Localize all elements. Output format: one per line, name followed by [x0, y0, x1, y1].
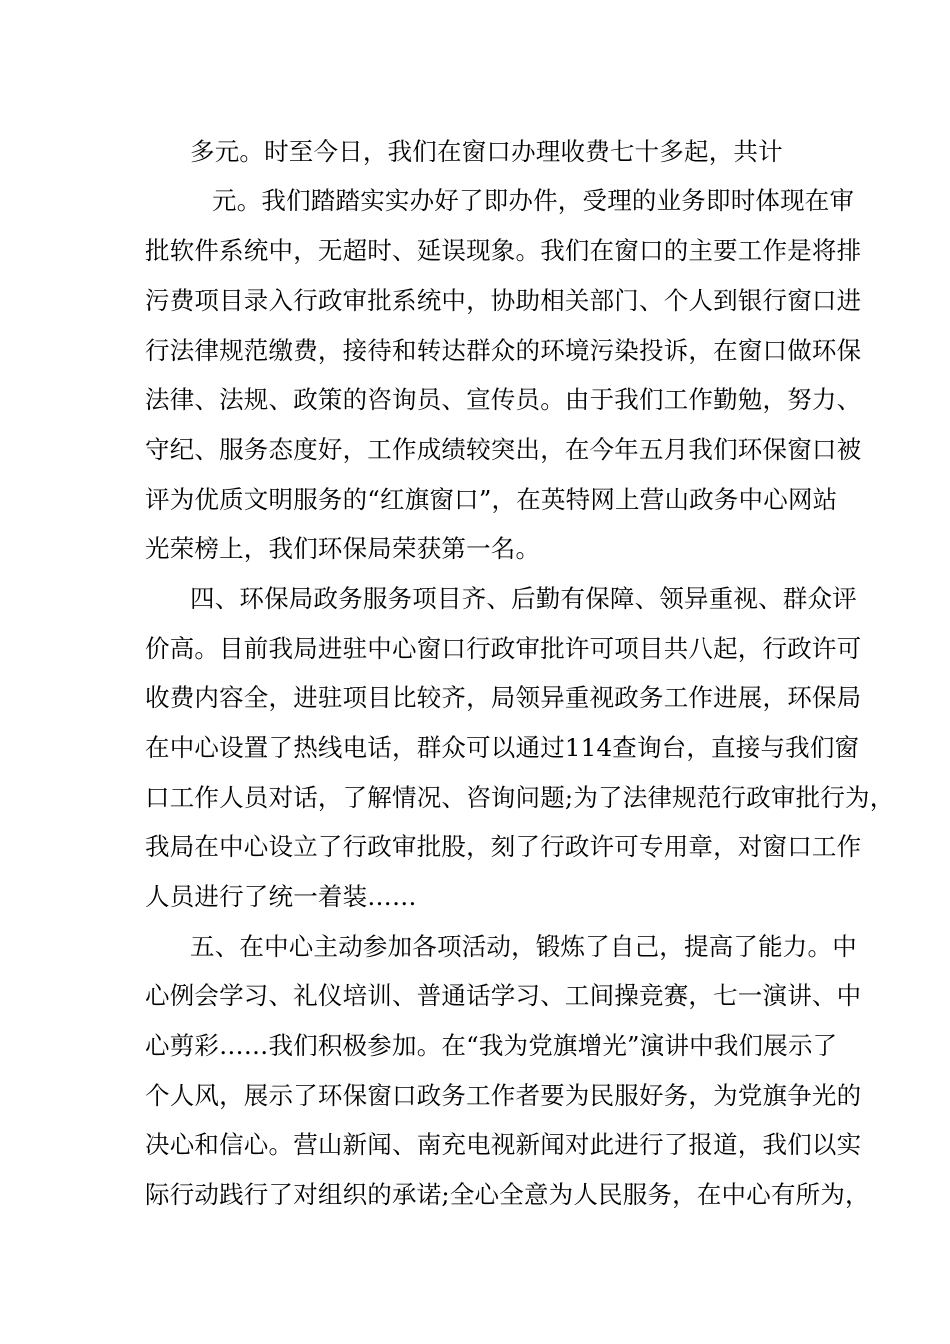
text-line: 评为优质文明服务的“红旗窗口”，在英特网上营山政务中心网站	[145, 485, 838, 514]
text-line: 个人风，展示了环保窗口政务工作者要为民服好务，为党旗争光的	[145, 1081, 862, 1110]
text-line: 在中心设置了热线电话，群众可以通过114查询台，直接与我们窗	[145, 733, 860, 762]
text-line: 我局在中心设立了行政审批股，刻了行政许可专用章，对窗口工作	[145, 832, 862, 861]
text-line: 心例会学习、礼仪培训、普通话学习、工间操竞赛，七一演讲、中	[145, 981, 862, 1010]
text-line: 光荣榜上，我们环保局荣获第一名。	[145, 534, 541, 563]
text-line: 收费内容全，进驻项目比较齐，局领异重视政务工作进展，环保局	[145, 683, 862, 712]
text-line: 价高。目前我局进驻中心窗口行政审批许可项目共八起，行政许可	[145, 634, 862, 663]
text-line: 人员进行了统一着装……	[145, 882, 417, 911]
text-line: 五、在中心主动参加各项活动，锻炼了自己，提高了能力。中	[190, 932, 857, 961]
text-line: 决心和信心。营山新闻、南充电视新闻对此进行了报道，我们以实	[145, 1130, 862, 1159]
text-line: 批软件系统中，无超时、延误现象。我们在窗口的主要工作是将排	[145, 236, 862, 265]
text-line: 行法律规范缴费，接待和转达群众的环境污染投诉，在窗口做环保	[145, 336, 862, 365]
text-line: 际行动践行了对组织的承诺;全心全意为人民服务，在中心有所为，	[145, 1180, 870, 1209]
text-line: 多元。时至今日，我们在窗口办理收费七十多起，共计	[190, 137, 783, 166]
text-line: 法律、法规、政策的咨询员、宣传员。由于我们工作勤勉，努力、	[145, 385, 862, 414]
text-line: 元。我们踏踏实实办好了即办件，受理的业务即时体现在审	[212, 186, 855, 215]
text-line: 污费项目录入行政审批系统中，协助相关部门、个人到银行窗口进	[145, 286, 862, 315]
text-line: 四、环保局政务服务项目齐、后勤有保障、领异重视、群众评	[190, 584, 857, 613]
text-line: 口工作人员对话，了解情况、咨询问题;为了法律规范行政审批行为，	[145, 783, 895, 812]
text-line: 守纪、服务态度好，工作成绩较突出，在今年五月我们环保窗口被	[145, 435, 862, 464]
text-line: 心剪彩……我们积极参加。在“我为党旗增光”演讲中我们展示了	[145, 1031, 838, 1060]
